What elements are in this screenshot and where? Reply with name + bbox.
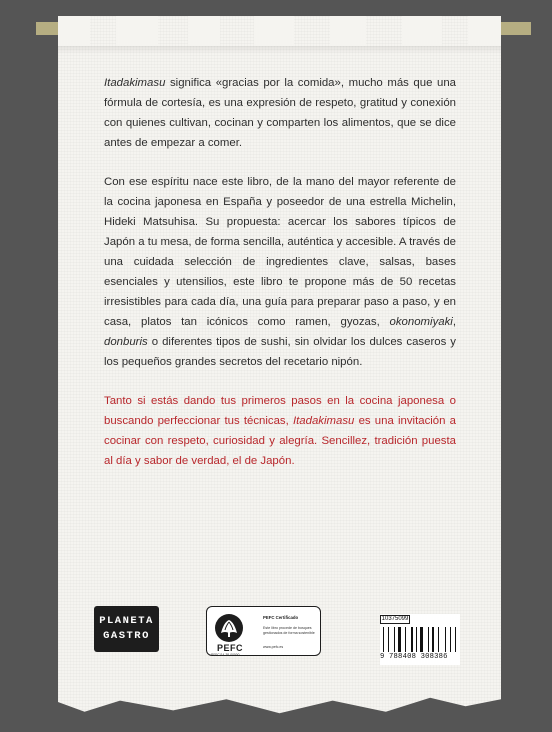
highlight-text-2: es una invitación a cocinar con respeto, curiosidad y alegría. Sencillez, tradición puesta al día y sabor de verdad, el de Japón. [104, 415, 456, 467]
isbn-number: 9 788408 308386 [380, 653, 448, 661]
pefc-certified: PEFC Certificado [263, 615, 299, 620]
barcode-bar [428, 627, 429, 652]
barcode [380, 614, 460, 665]
pefc-url: www.pefc.es [263, 645, 284, 649]
barcode-bar [453, 627, 454, 652]
barcode-bar [424, 627, 426, 652]
barcode-bar [419, 627, 420, 652]
curtain-loop [116, 16, 158, 46]
pefc-tree-icon [215, 614, 243, 642]
barcode-bar [388, 627, 389, 652]
body-italic-1: okonomiyaki [389, 316, 453, 328]
barcode-bar [407, 627, 409, 652]
highlight-text-1: Tanto si estás dando tus primeros pasos en la cocina japonesa o buscando perfeccionar tus técnicas, [104, 395, 456, 427]
highlight-italic: Itadakimasu [292, 415, 355, 427]
ref-number: 10375099 [381, 616, 409, 622]
pefc-description: Este libro procede de bosques gestionados de forma sostenible [263, 626, 315, 635]
barcode-bar [396, 627, 397, 652]
curtain-loop [468, 16, 501, 46]
body-text-3: o diferentes tipos de sushi, sin olvidar los dulces caseros y los pequeños grandes secretos del recetario nipón. [104, 336, 456, 368]
intro-text: significa «gracias por la comida», mucho más que una fórmula de cortesía, es una expresión de respeto, gratitud y conexión con quienes cultivan, cocinan y comparten los alimentos, que se dice antes de empezar a comer. [104, 77, 456, 149]
loop-shadow [58, 46, 501, 54]
barcode-bar [432, 627, 434, 652]
curtain-loop [254, 16, 294, 46]
barcode-bar [411, 627, 413, 652]
barcode-bar [403, 627, 404, 652]
curtain-loop [402, 16, 442, 46]
barcode-bar [383, 627, 384, 652]
barcode-bar [405, 627, 406, 652]
pefc-registration: PEFC/14-38-00000 [211, 653, 240, 657]
barcode-bars [383, 627, 460, 652]
barcode-bar [390, 627, 392, 652]
barcode-bar [445, 627, 446, 652]
barcode-bar [416, 627, 417, 652]
barcode-bar [420, 627, 423, 652]
title-italic: Itadakimasu [104, 77, 166, 89]
barcode-bar [436, 627, 437, 652]
curtain-loop [330, 16, 366, 46]
pefc-label [206, 606, 321, 656]
body-text-1: Con ese espíritu nace este libro, de la mano del mayor referente de la cocina japonesa en España y poseedor de una estrella Michelin, Hideki Matsuhisa. Su propuesta: acercar los sabores típicos de Japón a tu mesa, de forma sencilla, auténtica y accesible. A través de una cuidada selección de ingredientes clave, salsas, bases esenciales y utensilios, este libro te propone más de 50 recetas irresistibles para cada día, una guía para preparar paso a paso, y en casa, platos tan icónicos como ramen, gyozas, [104, 176, 456, 328]
logo-line-1: PLANETA [99, 615, 154, 627]
barcode-bar [394, 627, 395, 652]
barcode-bar [386, 627, 387, 652]
barcode-bar [430, 627, 431, 652]
barcode-bar [450, 627, 451, 652]
highlight-paragraph [104, 391, 456, 471]
barcode-bar [447, 627, 449, 652]
barcode-bar [438, 627, 439, 652]
body-italic-2: donburis [104, 336, 148, 348]
blurb [104, 73, 456, 490]
barcode-bar [440, 627, 443, 652]
planeta-gastro-logo [94, 606, 159, 652]
body-text-2: , [452, 316, 456, 328]
barcode-bar [414, 627, 415, 652]
barcode-bar [457, 627, 458, 652]
barcode-bar [455, 627, 456, 652]
curtain-loop [58, 16, 90, 46]
barcode-bar [398, 627, 401, 652]
curtain-loop [188, 16, 220, 46]
body-paragraph [104, 172, 456, 372]
pefc-name: PEFC [216, 643, 243, 653]
logo-line-2: GASTRO [103, 630, 150, 642]
intro-paragraph [104, 73, 456, 153]
